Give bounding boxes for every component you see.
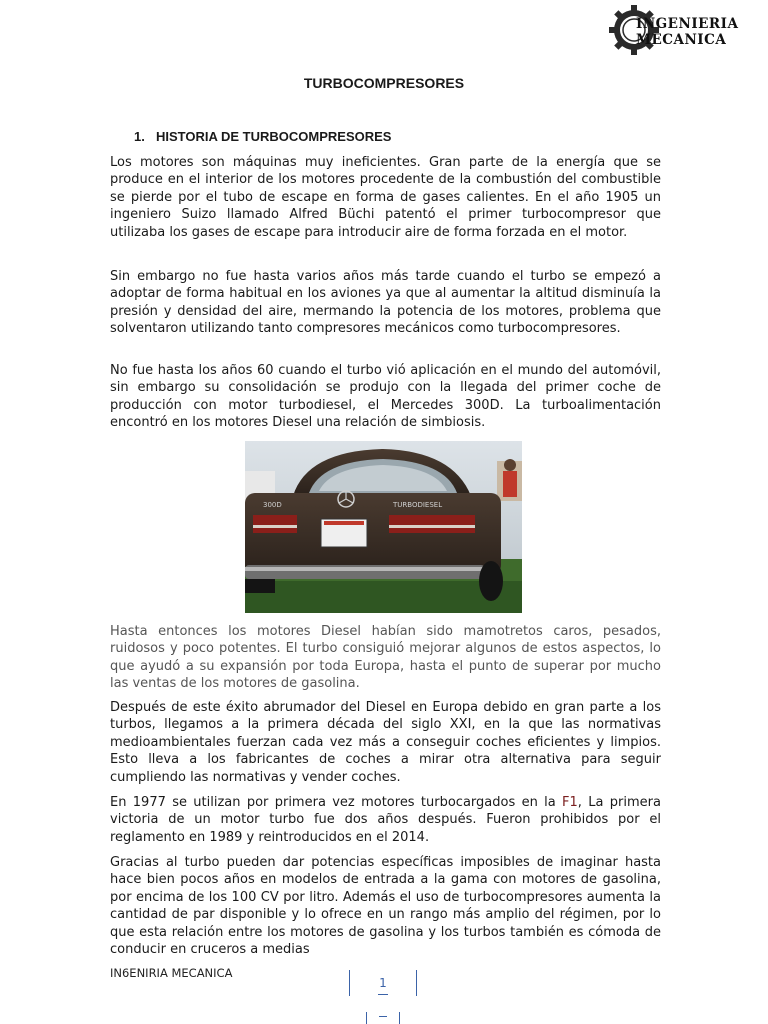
logo-line-1: INGENIERIA — [636, 16, 739, 32]
section-number: 1. — [134, 129, 145, 144]
logo-line-2: MECANICA — [636, 32, 727, 48]
car-photo — [245, 441, 522, 613]
paragraph-6-end: , La primera victoria de un motor turbo fue dos años después. Fueron prohibidos por el reglamento en 1989 y reintroducidos en el 2014. — [110, 795, 661, 845]
page-number-underline — [378, 994, 388, 995]
section-title: HISTORIA DE TURBOCOMPRESORES — [156, 129, 392, 144]
document-title: TURBOCOMPRESORES — [303, 75, 465, 91]
paragraph-6 — [110, 794, 661, 846]
footer-text: IN6ENIRIA MECANICA — [110, 966, 233, 980]
paragraph-3: No fue hasta los años 60 cuando el turbo vió aplicación en el mundo del automóvil, sin embargo su consolidación se produjo con la llegada del primer coche de producción con motor turbodiesel, el Mercedes 300D. La turboalimentación encontró en los motores Diesel una relación de simbiosis. — [110, 363, 661, 431]
page-number-box-lower — [366, 1012, 400, 1024]
page-number-box — [349, 970, 417, 996]
paragraph-4: Hasta entonces los motores Diesel habían sido mamotretos caros, pesados, ruidosos y poco potentes. El turbo consiguió mejorar algunos de estos aspectos, lo que ayudó a su expansión por toda Europa, hasta el punto de superar por mucho las ventas de los motores de gasolina. — [110, 624, 661, 692]
paragraph-5: Después de este éxito abrumador del Diesel en Europa debido en gran parte a los turbos, llegamos a la primera década del siglo XXI, en la que las normativas medioambientales fuerzan cada vez más a conseguir coches eficientes y limpios. Esto lleva a los fabricantes de coches a mirar otra alternativa para seguir cumpliendo las normativas y vender coches. — [110, 700, 661, 785]
trunk-badge-text: TURBODIESEL — [393, 501, 443, 509]
page-number: 1 — [379, 976, 387, 990]
logo — [608, 4, 740, 56]
paragraph-7: Gracias al turbo pueden dar potencias específicas imposibles de imaginar hasta hace bien pocos años en modelos de entrada a la gama con motores de gasolina, por encima de los 100 CV por litro. Además el uso de turbocompresores aumenta la cantidad de par disponible y lo ofrece en un rango más amplio del régimen, por lo que esta relación entre los motores de gasolina y los turbos también es cómoda de conducir en cruceros a medias — [110, 855, 661, 958]
section-heading — [134, 129, 391, 144]
paragraph-2: Sin embargo no fue hasta varios años más tarde cuando el turbo se empezó a adoptar de forma habitual en los aviones ya que al aumentar la altitud disminuía la presión y densidad del aire, mermando la potencia de los motores, problema que solventaron utilizando tanto compresores mecánicos como turbocompresores. — [110, 269, 661, 337]
paragraph-1: Los motores son máquinas muy ineficientes. Gran parte de la energía que se produce en el interior de los motores procedente de la combustión del combustible se pierde por el tubo de escape en forma de gases calientes. En el año 1905 un ingeniero Suizo llamado Alfred Büchi patentó el primer turbocompresor que utilizaba los gases de escape para introducir aire de forma forzada en el motor. — [110, 155, 661, 240]
f1-link[interactable]: F1 — [562, 795, 578, 810]
paragraph-6-start: En 1977 se utilizan por primera vez motores turbocargados en la — [110, 795, 563, 810]
model-badge-text: 300D — [263, 501, 282, 509]
